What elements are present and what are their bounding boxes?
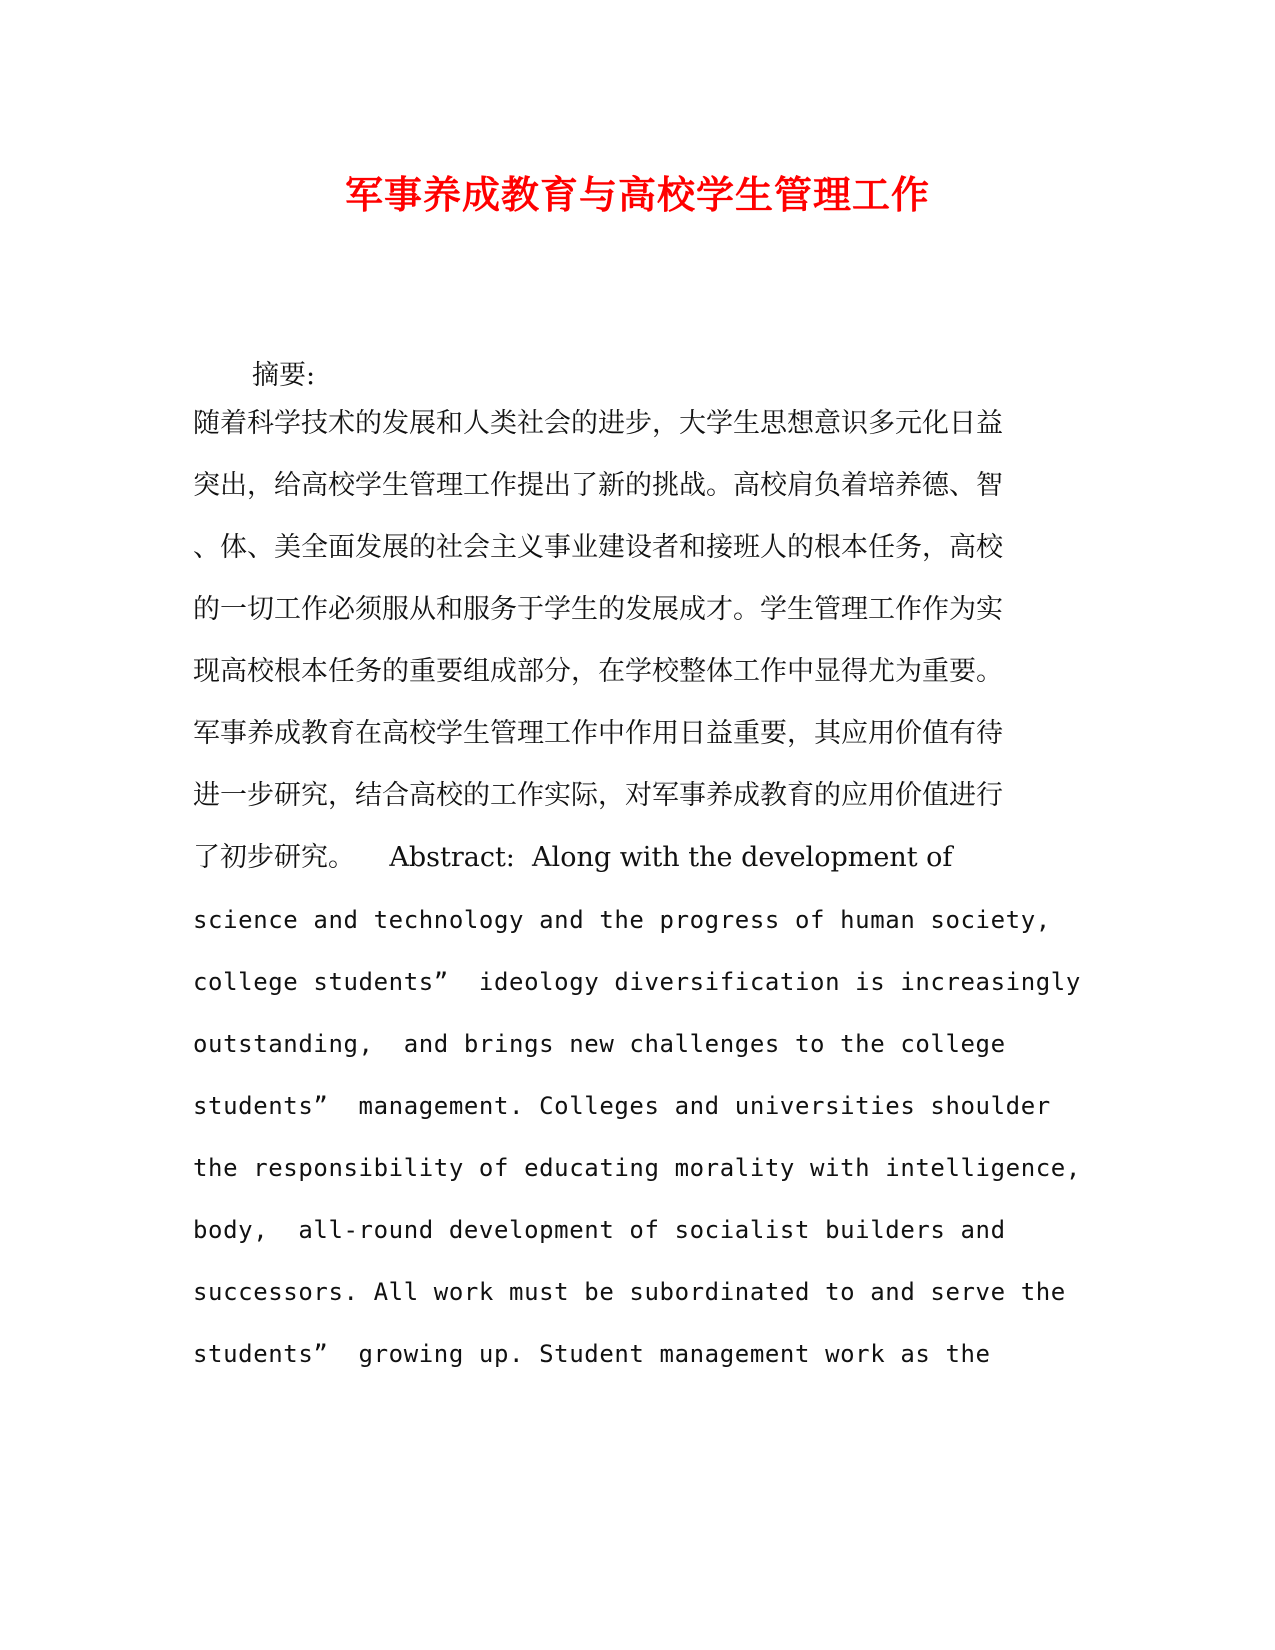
body-line: 进一步研究，结合高校的工作实际，对军事养成教育的应用价值进行 — [193, 780, 1003, 811]
body-line: outstanding, and brings new challenges to the college — [193, 1030, 1006, 1058]
body-line: 了初步研究。 Abstract: Along with the development of — [193, 842, 953, 873]
body-line: body, all-round development of socialist builders and — [193, 1216, 1006, 1244]
body-line: college students” ideology diversification is increasingly — [193, 968, 1081, 996]
body-line: students” growing up. Student management work as the — [193, 1340, 991, 1368]
body-line: successors. All work must be subordinated to and serve the — [193, 1278, 1066, 1306]
body-line: 现高校根本任务的重要组成部分，在学校整体工作中显得尤为重要。 — [193, 656, 1003, 687]
body-line: 的一切工作必须服从和服务于学生的发展成才。学生管理工作作为实 — [193, 594, 1003, 625]
body-line: science and technology and the progress of human society, — [193, 906, 1051, 934]
body-line: 随着科学技术的发展和人类社会的进步，大学生思想意识多元化日益 — [193, 408, 1003, 439]
document-title: 军事养成教育与高校学生管理工作 — [344, 172, 930, 217]
body-line: the responsibility of educating morality with intelligence, — [193, 1154, 1081, 1182]
body-line: 军事养成教育在高校学生管理工作中作用日益重要，其应用价值有待 — [193, 718, 1003, 749]
body-line: 突出，给高校学生管理工作提出了新的挑战。高校肩负着培养德、智 — [193, 470, 1003, 501]
abstract-label: 摘要: — [252, 360, 316, 391]
body-line: students” management. Colleges and universities shoulder — [193, 1092, 1051, 1120]
body-line: 、体、美全面发展的社会主义事业建设者和接班人的根本任务，高校 — [193, 532, 1003, 563]
